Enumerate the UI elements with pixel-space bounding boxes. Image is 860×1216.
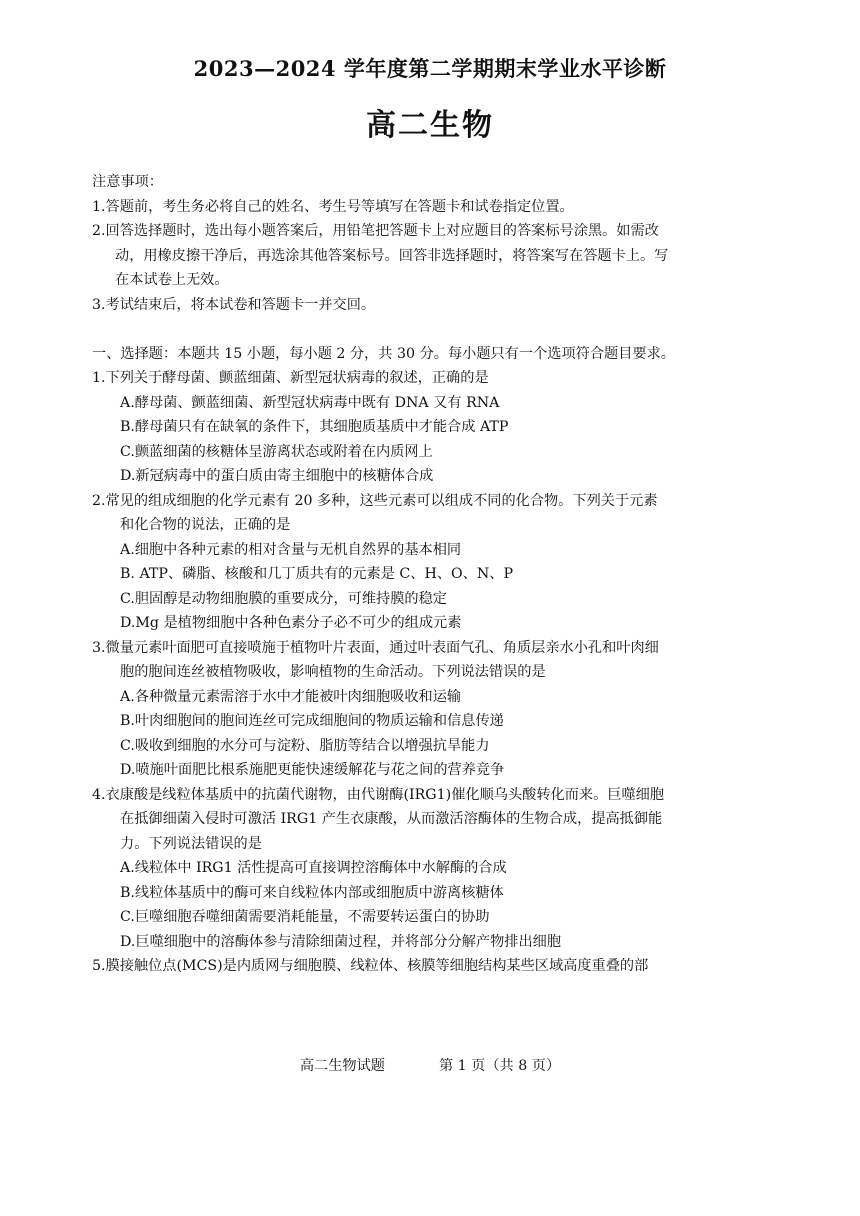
question-1-option-c: C.颤蓝细菌的核糖体呈游离状态或附着在内质网上 [120, 443, 433, 460]
page-footer [0, 1054, 860, 1078]
question-4-stem-line-2: 在抵御细菌入侵时可激活 IRG1 产生衣康酸，从而激活溶酶体的生物合成，提高抵御能 [120, 811, 663, 827]
question-2-option-d: D.Mg 是植物细胞中各种色素分子必不可少的组成元素 [120, 615, 462, 631]
question-3-stem-line-2: 胞的胞间连丝被植物吸收，影响植物的生命活动。下列说法错误的是 [120, 664, 546, 680]
question-4-option-b: B.线粒体基质中的酶可来自线粒体内部或细胞质中游离核糖体 [120, 884, 504, 901]
spacer [92, 317, 778, 342]
notice-item-1: 1.答题前，考生务必将自己的姓名、考生号等填写在答题卡和试卷指定位置。 [92, 198, 574, 215]
question-2-stem-line-1: 2.常见的组成细胞的化学元素有 20 多种，这些元素可以组成不同的化合物。下列关于元素 [92, 492, 658, 509]
question-1-option-b: B.酵母菌只有在缺氧的条件下，其细胞质基质中才能合成 ATP [120, 419, 509, 435]
footer-page-number: 第 1 页（共 8 页） [438, 1058, 561, 1074]
exam-body [92, 170, 778, 979]
notice-item-2-line-3: 在本试卷上无效。 [115, 272, 229, 288]
question-3-option-a: A.各种微量元素需溶于水中才能被叶肉细胞吸收和运输 [120, 688, 462, 705]
question-1-stem: 1.下列关于酵母菌、颤蓝细菌、新型冠状病毒的叙述，正确的是 [92, 370, 489, 386]
notice-item-3: 3.考试结束后，将本试卷和答题卡一并交回。 [92, 296, 376, 313]
notice-heading: 注意事项： [92, 174, 163, 190]
footer-subject: 高二生物试题 [299, 1058, 385, 1074]
question-2-option-c: C.胆固醇是动物细胞膜的重要成分，可维持膜的稳定 [120, 590, 447, 607]
notice-item-2-line-1: 2.回答选择题时，选出每小题答案后，用铅笔把答题卡上对应题目的答案标号涂黑。如需改 [92, 223, 659, 239]
question-1-option-a: A.酵母菌、颤蓝细菌、新型冠状病毒中既有 DNA 又有 RNA [120, 394, 500, 411]
question-4-option-a: A.线粒体中 IRG1 活性提高可直接调控溶酶体中水解酶的合成 [120, 860, 507, 876]
subject-title: 高二生物 [366, 108, 494, 143]
notice-item-2-line-2: 动，用橡皮擦干净后，再选涂其他答案标号。回答非选择题时，将答案写在答题卡上。写 [115, 247, 669, 264]
question-2-option-a: A.细胞中各种元素的相对含量与无机自然界的基本相同 [120, 541, 462, 558]
question-3-stem-line-1: 3.微量元素叶面肥可直接喷施于植物叶片表面，通过叶表面气孔、角质层亲水小孔和叶肉细 [92, 639, 659, 656]
question-3-option-b: B.叶肉细胞间的胞间连丝可完成细胞间的物质运输和信息传递 [120, 713, 504, 729]
exam-title: 2023—2024 学年度第二学期期末学业水平诊断 [193, 56, 667, 81]
question-4-option-c: C.巨噬细胞吞噬细菌需要消耗能量，不需要转运蛋白的协助 [120, 909, 490, 925]
question-4-stem-line-3: 力。下列说法错误的是 [120, 835, 262, 852]
question-5-stem-line-1: 5.膜接触位点(MCS)是内质网与细胞膜、线粒体、核膜等细胞结构某些区域高度重叠的部 [92, 958, 649, 974]
question-2-stem-line-2: 和化合物的说法，正确的是 [120, 517, 291, 533]
question-4-option-d: D.巨噬细胞中的溶酶体参与清除细菌过程，并将部分分解产物排出细胞 [120, 933, 562, 950]
section-heading: 一、选择题：本题共 15 小题，每小题 2 分，共 30 分。每小题只有一个选项符合题目要求。 [92, 345, 675, 362]
question-4-stem-line-1: 4.衣康酸是线粒体基质中的抗菌代谢物，由代谢酶(IRG1)催化顺乌头酸转化而来。巨噬细胞 [92, 786, 665, 803]
question-2-option-b: B. ATP、磷脂、核酸和几丁质共有的元素是 C、H、O、N、P [120, 566, 514, 582]
question-3-option-d: D.喷施叶面肥比根系施肥更能快速缓解花与花之间的营养竞争 [120, 762, 505, 778]
question-1-option-d: D.新冠病毒中的蛋白质由寄主细胞中的核糖体合成 [120, 468, 434, 484]
question-3-option-c: C.吸收到细胞的水分可与淀粉、脂肪等结合以增强抗旱能力 [120, 737, 490, 754]
